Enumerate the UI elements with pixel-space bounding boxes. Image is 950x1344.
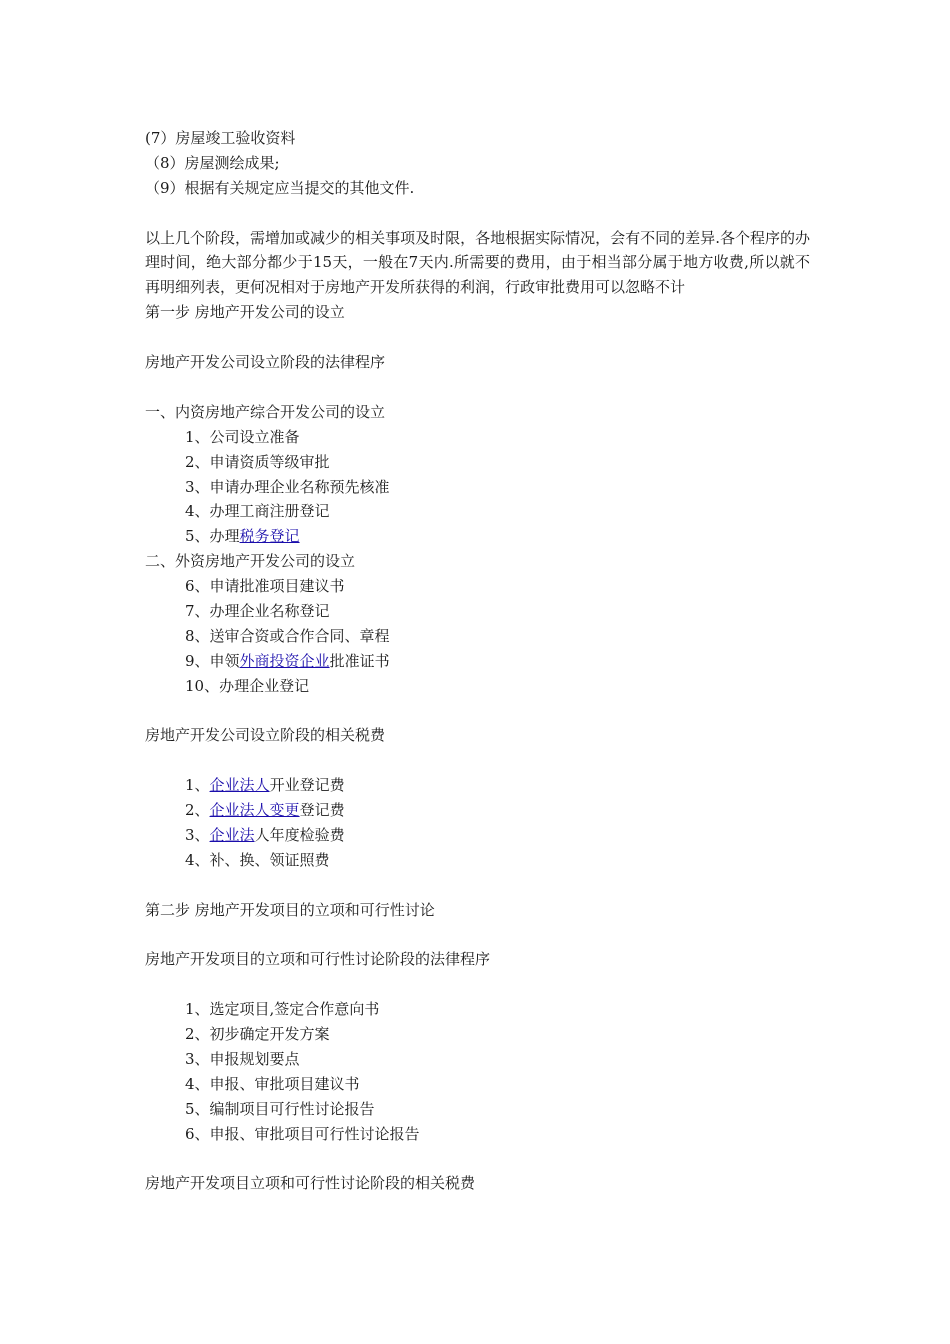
list-item: 2、初步确定开发方案 [185,1025,330,1044]
list-item [145,524,810,549]
list-item: 4、补、换、领证照费 [185,850,330,869]
item-text: 开业登记费 [269,776,345,795]
spacer [145,748,810,773]
list-item: （8）房屋测绘成果; [145,153,280,172]
list-item: 6、申请批准项目建议书 [185,577,345,596]
list-item: 10、办理企业登记 [185,676,310,695]
item-text: 人年度检验费 [254,825,345,844]
item-text: 3、 [185,825,210,844]
spacer [145,972,810,997]
item-text: 5、办理 [185,527,240,546]
list-item: 4、办理工商注册登记 [185,502,330,521]
spacer [145,699,810,724]
item-text: 1、 [185,776,210,795]
enterprise-law-link[interactable]: 企业法 [209,825,255,844]
list-item: 8、送审合资或合作合同、章程 [185,626,390,645]
list-item [145,798,810,823]
list-item: 5、编制项目可行性讨论报告 [185,1099,375,1118]
subsection-heading: 房地产开发项目立项和可行性讨论阶段的相关税费 [145,1174,476,1193]
spacer [145,375,810,400]
item-text: 登记费 [299,801,345,820]
item-text: 2、 [185,801,210,820]
list-item: 1、公司设立准备 [185,427,300,446]
list-item: 1、选定项目,签定合作意向书 [185,1000,380,1019]
list-item: 3、申请办理企业名称预先核准 [185,477,390,496]
legal-person-change-link[interactable]: 企业法人变更 [209,801,300,820]
spacer [145,873,810,898]
list-item: 2、申请资质等级审批 [185,452,330,471]
domestic-heading: 一、内资房地产综合开发公司的设立 [145,402,386,421]
list-item: （9）根据有关规定应当提交的其他文件. [145,178,415,197]
list-item [145,823,810,848]
spacer [145,325,810,350]
subsection-heading: 房地产开发项目的立项和可行性讨论阶段的法律程序 [145,950,491,969]
summary-paragraph: 以上几个阶段，需增加或减少的相关事项及时限，各地根据实际情况，会有不同的差异.各个程序的办理时间，绝大部分都少于15天，一般在7天内.所需要的费用，由于相当部分属于地方收费,所以就不再明细列表，更何况相对于房地产开发所获得的利润，行政审批费用可以忽略不计 [145,228,810,297]
list-item: 6、申报、审批项目可行性讨论报告 [185,1124,420,1143]
spacer [145,923,810,948]
item-text: 批准证书 [329,651,390,670]
subsection-heading: 房地产开发公司设立阶段的法律程序 [145,353,386,372]
section-title-step2: 第二步 房地产开发项目的立项和可行性讨论 [145,900,435,919]
legal-person-link[interactable]: 企业法人 [209,776,270,795]
section-title-step1: 第一步 房地产开发公司的设立 [145,303,345,322]
document-body [145,126,810,1196]
list-item [145,649,810,674]
foreign-investment-link[interactable]: 外商投资企业 [239,651,330,670]
list-item: 7、办理企业名称登记 [185,601,330,620]
list-item: (7）房屋竣工验收资料 [145,129,296,147]
tax-registration-link[interactable]: 税务登记 [239,527,300,546]
spacer [145,1147,810,1172]
foreign-heading: 二、外资房地产开发公司的设立 [145,552,356,571]
subsection-heading: 房地产开发公司设立阶段的相关税费 [145,726,386,745]
spacer [145,201,810,226]
list-item: 4、申报、审批项目建议书 [185,1074,360,1093]
item-text: 9、申领 [185,651,240,670]
list-item [145,773,810,798]
list-item: 3、申报规划要点 [185,1050,300,1068]
